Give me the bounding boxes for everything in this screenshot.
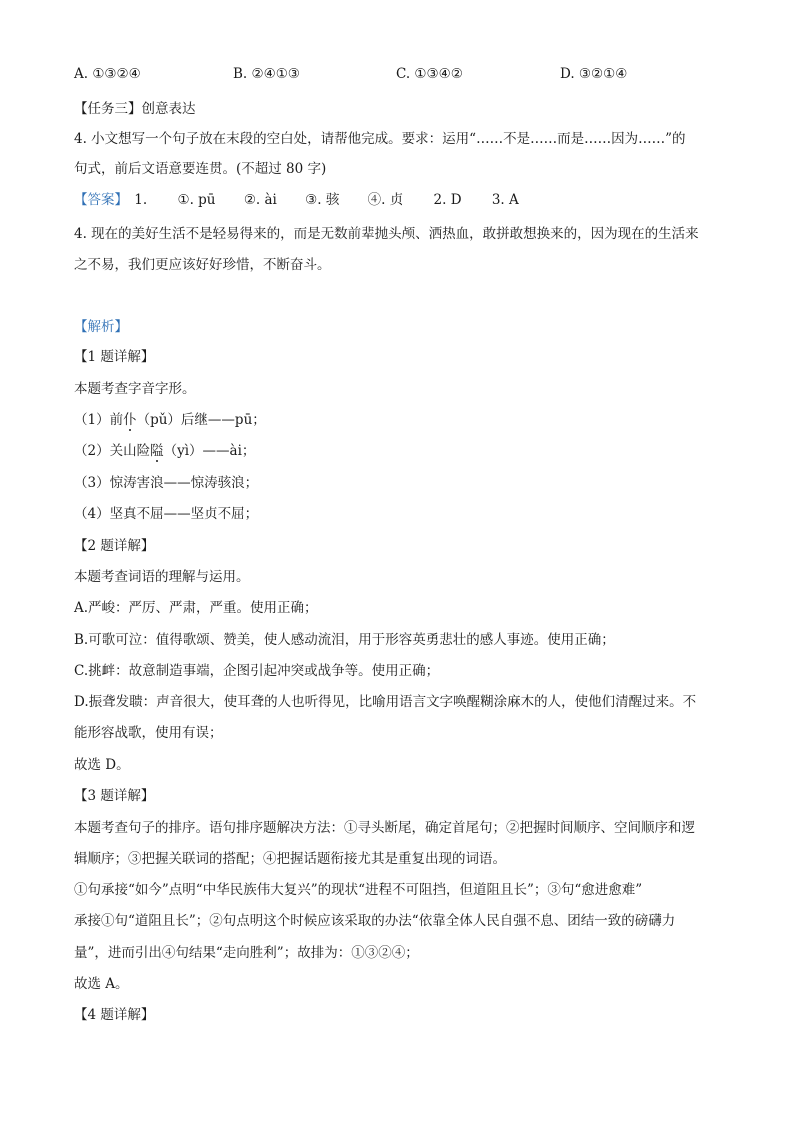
answer-line <box>74 190 519 210</box>
s2-option-d-line1: D.振聋发聩：声音很大，使耳聋的人也听得见，比喻用语言文字唤醒糊涂麻木的人，使他们清醒过来。不 <box>74 694 697 710</box>
s3-para-line3: ①句承接“如今”点明“中华民族伟大复兴”的现状“进程不可阻挡，但道阻且长”；③句“愈进愈难” <box>74 882 643 898</box>
s1-line2-char: 隘 <box>150 443 164 459</box>
s3-para-line5: 量”，进而引出④句结果“走向胜利”；故排为：①③②④； <box>74 945 419 961</box>
question4-line1: 4. 小文想写一个句子放在末段的空白处，请帮他完成。要求：运用“……不是……而是……因为……”的 <box>74 131 686 147</box>
answer-tag: 【答案】 <box>74 192 128 208</box>
s4-heading: 【4 题详解】 <box>74 1007 155 1023</box>
s3-para-line2: 辑顺序；③把握关联词的搭配；④把握话题衔接尤其是重复出现的词语。 <box>74 851 506 867</box>
s1-line2-post: （yì）——ài； <box>163 443 256 459</box>
s1-line1-pre: （1）前 <box>74 412 124 428</box>
s2-option-b: B.可歌可泣：值得歌颂、赞美，使人感动流泪，用于形容英勇悲壮的感人事迹。使用正确； <box>74 632 615 648</box>
s2-option-a: A.严峻：严厉、严肃，严重。使用正确； <box>74 600 318 616</box>
answer-item: ③. 骇 <box>305 192 340 208</box>
s3-para-line1: 本题考查句子的排序。语句排序题解决方法：①寻头断尾，确定首尾句；②把握时间顺序、空间顺序和逻 <box>74 820 695 836</box>
option-a: A. ①③②④ <box>74 66 141 82</box>
task3-heading: 【任务三】创意表达 <box>74 101 196 117</box>
s1-intro: 本题考查字音字形。 <box>74 381 196 397</box>
answer-item: ①. pū <box>177 192 216 208</box>
option-d: D. ③②①④ <box>560 66 628 82</box>
answer-item: ②. ài <box>243 192 277 208</box>
question4-line2: 句式，前后文语意要连贯。(不超过 80 字) <box>74 161 327 177</box>
options-row <box>74 64 724 84</box>
option-b: B. ②④①③ <box>233 66 300 82</box>
s3-heading: 【3 题详解】 <box>74 788 155 804</box>
analysis-tag: 【解析】 <box>74 319 128 335</box>
s2-heading: 【2 题详解】 <box>74 538 155 554</box>
answer-item: ④. 贞 <box>367 192 404 208</box>
s2-conclusion: 故选 D。 <box>74 757 130 773</box>
answer-item: 3. A <box>491 192 519 208</box>
s2-option-d-line2: 能形容战歌，使用有误； <box>74 725 223 741</box>
s1-line3: （3）惊涛害浪——惊涛骇浪； <box>74 475 259 491</box>
s2-intro: 本题考查词语的理解与运用。 <box>74 569 250 585</box>
answer-item: 1. <box>134 192 148 208</box>
s1-line1-char: 仆 <box>123 412 137 428</box>
s1-heading: 【1 题详解】 <box>74 349 155 365</box>
s1-line2-pre: （2）关山险 <box>74 443 151 459</box>
s1-line1-post: （pǔ）后继——pū； <box>136 412 266 428</box>
answer4-line1: 4. 现在的美好生活不是轻易得来的，而是无数前辈抛头颅、洒热血，敢拼敢想换来的，因为现在的生活来 <box>74 226 699 242</box>
s3-para-line4: 承接①句“道阻且长”；②句点明这个时候应该采取的办法“依靠全体人民自强不息、团结一致的磅礴力 <box>74 913 676 929</box>
s3-conclusion: 故选 A。 <box>74 976 129 992</box>
s1-line4: （4）坚真不屈——坚贞不屈； <box>74 506 259 522</box>
s1-line1 <box>74 410 266 430</box>
answer-item: 2. D <box>433 192 462 208</box>
s2-option-c: C.挑衅：故意制造事端，企图引起冲突或战争等。使用正确； <box>74 663 440 679</box>
s1-line2 <box>74 441 255 461</box>
option-c: C. ①③④② <box>396 66 463 82</box>
answer4-line2: 之不易，我们更应该好好珍惜，不断奋斗。 <box>74 257 331 273</box>
